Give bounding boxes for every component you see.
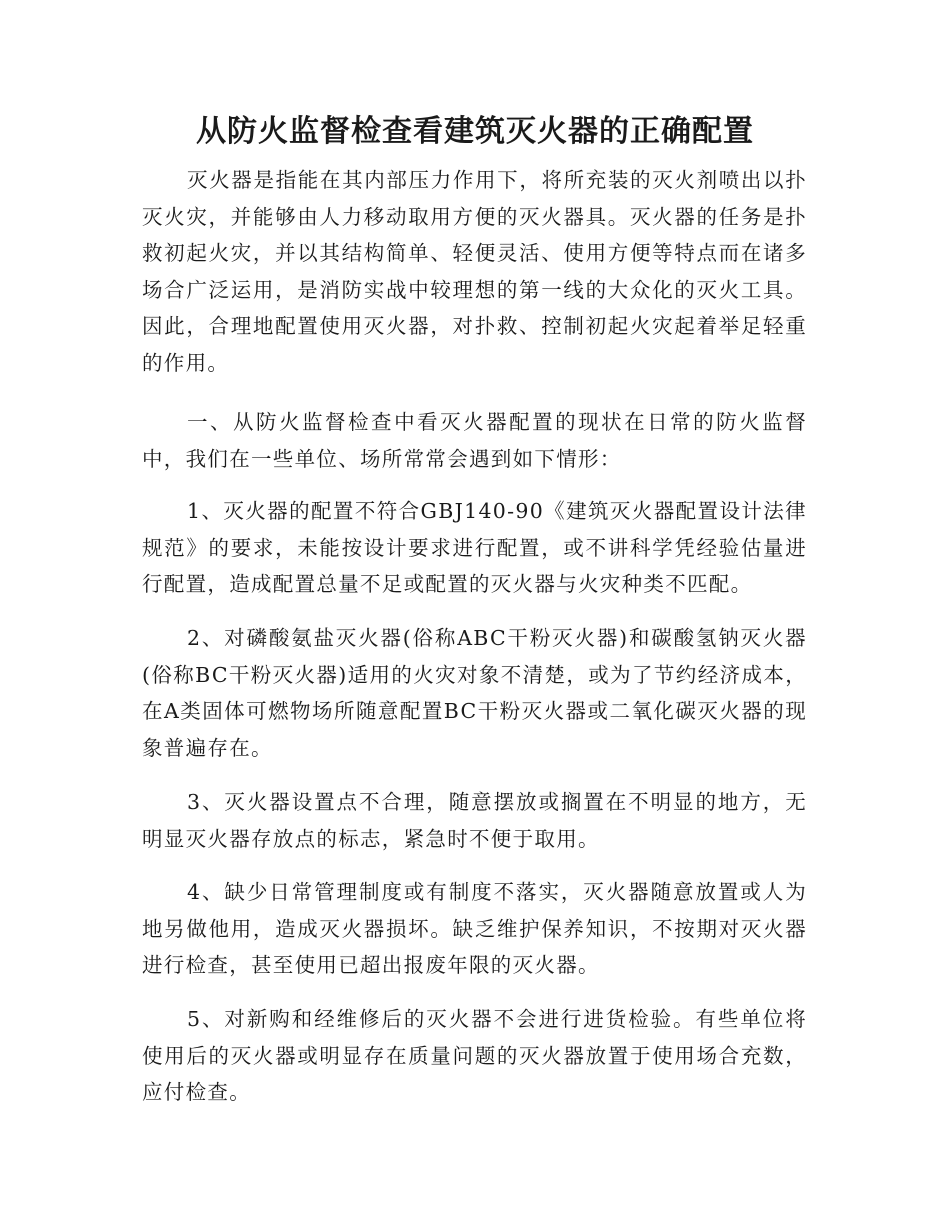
intro-paragraph: 灭火器是指能在其内部压力作用下，将所充装的灭火剂喷出以扑灭火灾，并能够由人力移动取用方便的灭火器具。灭火器的任务是扑救初起火灾，并以其结构简单、轻便灵活、使用方便等特点而在诸多场合广泛运用，是消防实战中较理想的第一线的大众化的灭火工具。因此，合理地配置使用灭火器，对扑救、控制初起火灾起着举足轻重的作用。 (142, 168, 807, 375)
document-title: 从防火监督检查看建筑灭火器的正确配置 (196, 114, 754, 149)
list-item-1: 1、灭火器的配置不符合GBJ140-90《建筑灭火器配置设计法律规范》的要求，未能按设计要求进行配置，或不讲科学凭经验估量进行配置，造成配置总量不足或配置的灭火器与火灾种类不匹配。 (142, 499, 807, 596)
list-item-5: 5、对新购和经维修后的灭火器不会进行进货检验。有些单位将使用后的灭火器或明显存在质量问题的灭火器放置于使用场合充数，应付检查。 (142, 1007, 807, 1104)
section-1-heading-paragraph: 一、从防火监督检查中看灭火器配置的现状在日常的防火监督中，我们在一些单位、场所常常会遇到如下情形： (142, 410, 807, 471)
list-item-3: 3、灭火器设置点不合理，随意摆放或搁置在不明显的地方，无明显灭火器存放点的标志，紧急时不便于取用。 (142, 790, 807, 851)
list-item-4: 4、缺少日常管理制度或有制度不落实，灭火器随意放置或人为地另做他用，造成灭火器损坏。缺乏维护保养知识，不按期对灭火器进行检查，甚至使用已超出报废年限的灭火器。 (142, 880, 807, 977)
list-item-2: 2、对磷酸氨盐灭火器(俗称ABC干粉灭火器)和碳酸氢钠灭火器(俗称BC干粉灭火器)适用的火灾对象不清楚，或为了节约经济成本，在A类固体可燃物场所随意配置BC干粉灭火器或二氧化碳灭火器的现象普遍存在。 (142, 626, 807, 760)
